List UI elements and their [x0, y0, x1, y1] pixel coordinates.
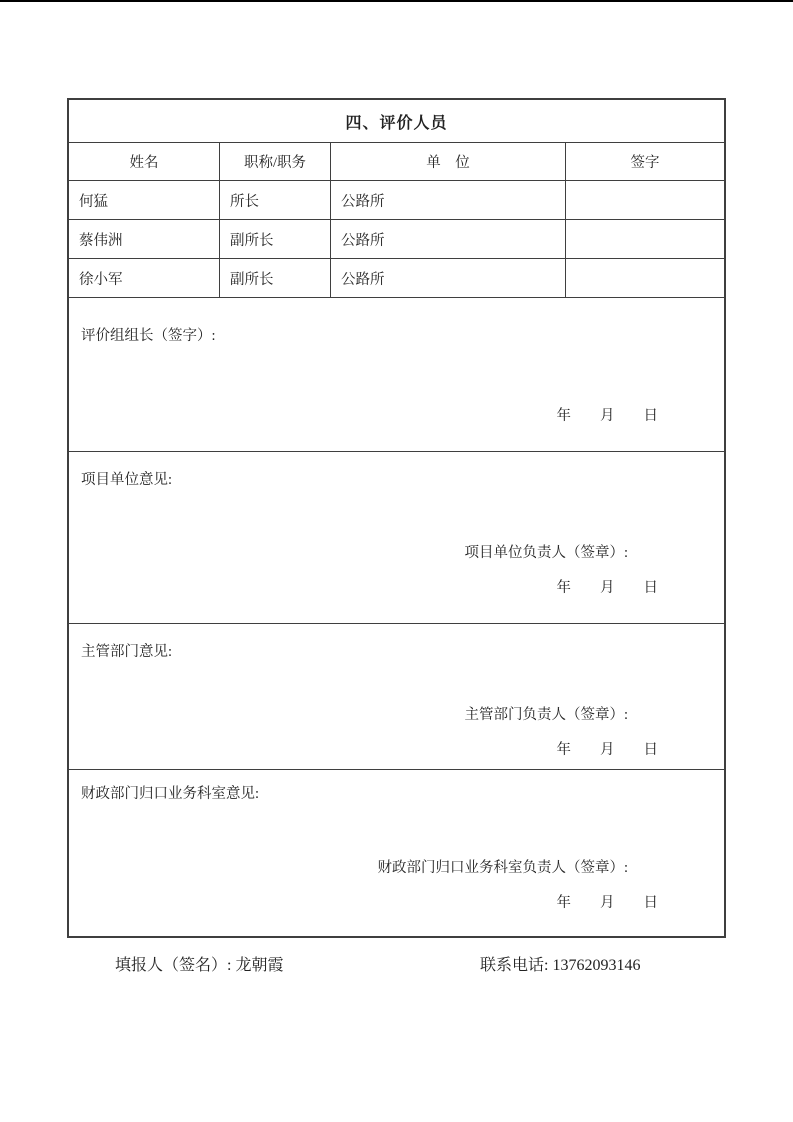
- cell-position: 副所长: [219, 220, 330, 258]
- cell-unit: 公路所: [330, 259, 565, 297]
- section-group-leader: [69, 298, 724, 452]
- supervising-department-signer-label: 主管部门负责人（签章）:: [464, 707, 628, 723]
- section-finance-department-opinion: [69, 770, 724, 936]
- header-unit: 单 位: [330, 143, 565, 180]
- date-placeholder: 年 月 日: [556, 895, 658, 911]
- signature-space: [81, 489, 712, 541]
- form-title: 四、评价人员: [69, 100, 724, 143]
- header-name: 姓名: [129, 155, 159, 171]
- cell-signature: [565, 259, 724, 297]
- cell-name: 蔡伟洲: [79, 232, 123, 249]
- table-header-row: [69, 143, 724, 181]
- cell-position: 所长: [219, 181, 330, 219]
- header-signature: 签字: [565, 143, 724, 180]
- table-row: [69, 259, 724, 298]
- preparer-name: 填报人（签名）: 龙朝霞: [115, 957, 284, 974]
- cell-unit: 公路所: [330, 181, 565, 219]
- cell-signature: [565, 181, 724, 219]
- signature-space: [81, 661, 712, 703]
- date-placeholder: 年 月 日: [556, 408, 658, 424]
- table-row: [69, 181, 724, 220]
- section-supervising-department-opinion: [69, 624, 724, 770]
- header-position: 职称/职务: [219, 143, 330, 180]
- date-placeholder: 年 月 日: [556, 580, 658, 596]
- cell-name: 何猛: [79, 193, 108, 210]
- project-unit-signer-label: 项目单位负责人（签章）:: [464, 545, 628, 561]
- finance-department-signer-label: 财政部门归口业务科室负责人（签章）:: [377, 860, 628, 876]
- cell-signature: [565, 220, 724, 258]
- group-leader-label: 评价组组长（签字）:: [81, 328, 216, 344]
- table-row: [69, 220, 724, 259]
- cell-unit: 公路所: [330, 220, 565, 258]
- cell-position: 副所长: [219, 259, 330, 297]
- contact-phone: 联系电话: 13762093146: [480, 957, 641, 974]
- signature-space: [81, 803, 712, 856]
- page-top-edge-line: [0, 0, 793, 2]
- project-unit-opinion-label: 项目单位意见:: [81, 472, 173, 488]
- finance-department-opinion-label: 财政部门归口业务科室意见:: [81, 786, 260, 802]
- supervising-department-opinion-label: 主管部门意见:: [81, 644, 173, 660]
- cell-name: 徐小军: [79, 271, 123, 288]
- date-placeholder: 年 月 日: [556, 742, 658, 758]
- evaluation-form: [67, 98, 726, 938]
- signature-space: [81, 345, 712, 390]
- footer: [0, 952, 793, 976]
- section-project-unit-opinion: [69, 452, 724, 624]
